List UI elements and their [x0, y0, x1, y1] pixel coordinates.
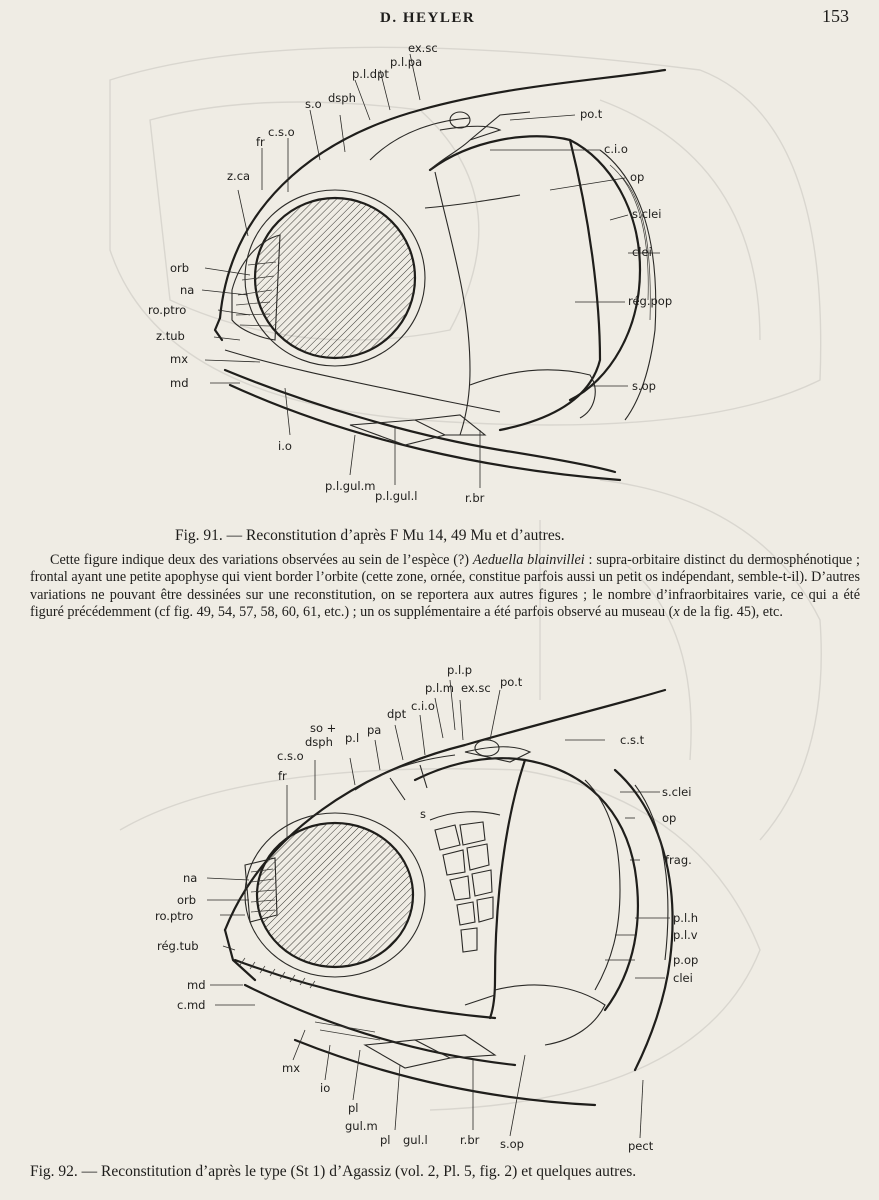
- label-dsph: dsph: [328, 91, 356, 105]
- label-ro-ptro: ro.ptro: [148, 303, 187, 317]
- figure-91-caption: Fig. 91. — Reconstitution d’après F Mu 14, 49 Mu et d’autres.: [175, 527, 565, 544]
- figure-92-drawing: [155, 660, 699, 1165]
- label-s-op: s.op: [632, 379, 656, 393]
- label-s-o: s.o: [305, 97, 322, 111]
- label-pa: pa: [367, 723, 382, 737]
- label-r-br: r.br: [465, 491, 485, 505]
- label-p-l-gul-m: p.l.gul.m: [325, 479, 376, 493]
- label-ex-sc: ex.sc: [408, 41, 438, 55]
- body-paragraph: [30, 552, 860, 622]
- label-na-92: na: [183, 871, 198, 885]
- mandible: [225, 370, 615, 472]
- species-name: Aeduella blainvillei: [472, 552, 585, 568]
- running-head: [0, 6, 879, 36]
- label-c-i-o-92: c.i.o: [411, 699, 435, 713]
- label-c-i-o: c.i.o: [604, 142, 628, 156]
- snout-92: [225, 930, 255, 980]
- label-frag: frag.: [665, 853, 692, 867]
- label-c-s-t: c.s.t: [620, 733, 645, 747]
- label-op: op: [630, 170, 645, 184]
- label-orb-92: orb: [177, 893, 197, 907]
- label-fr-92: fr: [278, 769, 287, 783]
- label-fr: fr: [256, 135, 265, 149]
- label-reg-tub: rég.tub: [157, 939, 199, 953]
- label-p-l-v: p.l.v: [673, 928, 698, 942]
- label-p-l-92: p.l: [345, 731, 360, 745]
- label-gul-m: gul.m: [345, 1119, 378, 1133]
- x-letter: x: [673, 604, 680, 621]
- body-text-part-2: : supra-orbitaire distinct du dermosphénotique ; frontal ayant une petite apophyse qui vient border l’orbite (cette zone, ornée, constitue parfois aussi un petit os indépendant, semble-t-il). D’autres variations ne pouvant être dessinées sur une reconstitution, on se reportera aux autres figures ; le nombre d’infraorbitaires varie, ce qui a été figuré précédemment (cf fig. 49, 54, 57, 58, 60, 61, etc.) ; un os supplémentaire a été parfois observé au museau (: [30, 552, 860, 621]
- label-z-tub: z.tub: [156, 329, 185, 343]
- label-p-l-h: p.l.h: [673, 911, 699, 925]
- suborbital-mosaic: [435, 822, 493, 952]
- snout-outline: [215, 318, 222, 340]
- operculum-92: [525, 760, 638, 1010]
- label-r-br-92: r.br: [460, 1133, 480, 1147]
- figure-92-caption: Fig. 92. — Reconstitution d’après le type (St 1) d’Agassiz (vol. 2, Pl. 5, fig. 2) et quelques autres.: [30, 1163, 637, 1180]
- label-c-s-o-92: c.s.o: [277, 749, 304, 763]
- label-z-ca: z.ca: [227, 169, 251, 183]
- label-p-l-p: p.l.p: [447, 663, 473, 677]
- figure-92: [155, 660, 699, 1165]
- lower-jaw: [230, 385, 620, 480]
- orbit: [255, 198, 415, 358]
- label-gul-l: gul.l: [403, 1133, 428, 1147]
- label-mx-92: mx: [282, 1061, 301, 1075]
- label-c-s-o: c.s.o: [268, 125, 295, 139]
- label-ro-ptro-92: ro.ptro: [155, 909, 194, 923]
- label-i-o: i.o: [278, 439, 292, 453]
- label-p-l-pa: p.l.pa: [390, 55, 423, 69]
- label-p-l-gul-l: p.l.gul.l: [375, 489, 418, 503]
- label-s-clei-92: s.clei: [662, 785, 692, 799]
- subopercular-92: [495, 985, 605, 1045]
- label-io: io: [320, 1081, 331, 1095]
- label-dpt: dpt: [387, 707, 407, 721]
- cheek-region-92: [415, 758, 525, 1018]
- label-so-plus: so +: [310, 721, 337, 735]
- label-s-op-92: s.op: [500, 1137, 524, 1151]
- figure-91: [148, 40, 690, 510]
- label-po-t-92: po.t: [500, 675, 523, 689]
- label-p-l-dpt: p.l.dpt: [352, 67, 389, 81]
- label-mx: mx: [170, 352, 189, 366]
- label-md-92: md: [187, 978, 206, 992]
- body-text-part-3: de la fig. 45), etc.: [679, 604, 783, 621]
- body-text-part-1: Cette figure indique deux des variations observées au sein de l’espèce (?): [50, 552, 473, 568]
- label-reg-pop: rég.pop: [628, 294, 673, 308]
- label-s: s: [420, 807, 426, 821]
- label-p-l-m: p.l.m: [425, 681, 455, 695]
- label-na: na: [180, 283, 195, 297]
- label-s-clei: s.clei: [632, 207, 662, 221]
- label-clei-92: clei: [673, 971, 693, 985]
- lower-jaw-92: [295, 1040, 595, 1105]
- preopercular: [430, 136, 600, 430]
- label-pl-2: pl: [348, 1101, 359, 1115]
- label-ex-sc-92: ex.sc: [461, 681, 491, 695]
- label-c-md: c.md: [177, 998, 206, 1012]
- maxilla: [225, 350, 500, 412]
- label-orb: orb: [170, 261, 190, 275]
- label-dsph-92: dsph: [305, 735, 333, 749]
- label-md: md: [170, 376, 189, 390]
- label-clei: clei: [632, 245, 652, 259]
- maxilla-92: [235, 960, 495, 1018]
- running-title: D. HEYLER: [380, 10, 476, 26]
- label-pl-3: pl: [380, 1133, 391, 1147]
- orbit-92: [257, 823, 413, 967]
- page-number: 153: [822, 6, 849, 26]
- subopercular: [470, 370, 595, 418]
- label-p-op: p.op: [673, 953, 699, 967]
- figure-91-drawing: [148, 40, 690, 510]
- label-pect: pect: [628, 1139, 654, 1153]
- label-po-t: po.t: [580, 107, 603, 121]
- label-op-92: op: [662, 811, 677, 825]
